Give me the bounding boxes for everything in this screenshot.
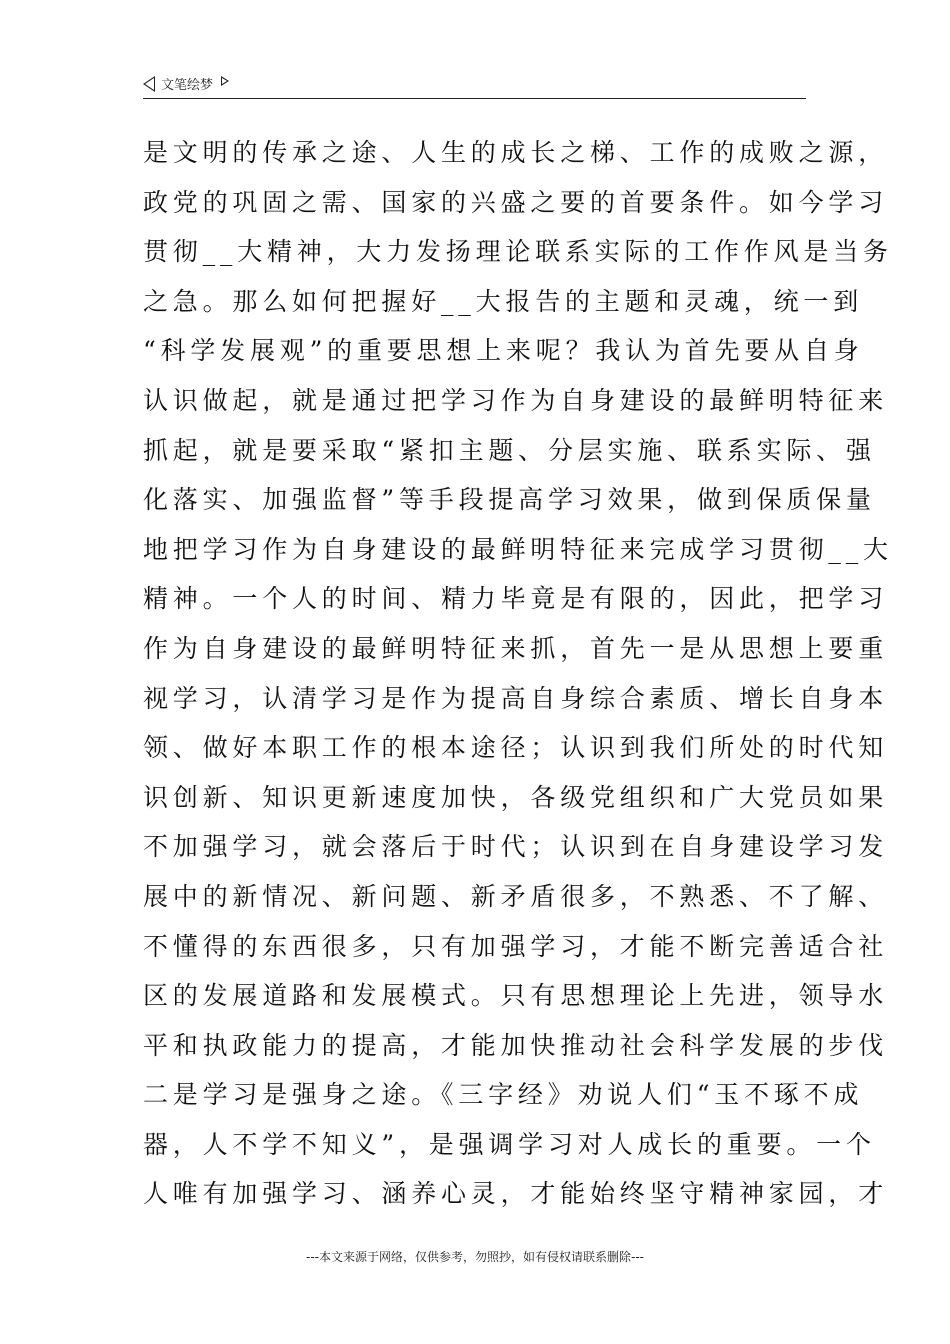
body-line: 平和执政能力的提高，才能加快推动社会科学发展的步伐 [143, 1030, 889, 1060]
body-line: 是文明的传承之途、人生的成长之梯、工作的成败之源， [143, 138, 889, 167]
body-line: 展中的新情况、新问题、新矛盾很多，不熟悉、不了解、 [143, 881, 889, 911]
body-line: 不懂得的东西很多，只有加强学习，才能不断完善适合社 [143, 931, 889, 961]
body-line: 化落实、加强监督”等手段提高学习效果，做到保质保量 [143, 485, 876, 515]
triangle-right-icon [221, 76, 229, 86]
body-line: 器，人不学不知义”，是强调学习对人成长的重要。一个 [143, 1129, 876, 1159]
body-line: 领、做好本职工作的根本途径；认识到我们所处的时代知 [143, 733, 889, 763]
body-line: 不加强学习，就会落后于时代；认识到在自身建设学习发 [143, 832, 889, 862]
page-header [143, 72, 806, 99]
body-line: 地把学习作为自身建设的最鲜明特征来完成学习贯彻__大 [143, 534, 893, 564]
header-title: 文笔绘梦 [161, 78, 214, 93]
body-line: 作为自身建设的最鲜明特征来抓，首先一是从思想上要重 [143, 633, 889, 663]
footer-notice: ---本文来源于网络，仅供参考，勿照抄，如有侵权请联系删除--- [306, 1250, 644, 1264]
body-line: 政党的巩固之需、国家的兴盛之要的首要条件。如今学习 [143, 187, 889, 217]
body-line: 识创新、知识更新速度加快，各级党组织和广大党员如果 [143, 782, 889, 812]
triangle-left-icon [143, 76, 155, 92]
body-line: 抓起，就是要采取“紧扣主题、分层实施、联系实际、强 [143, 435, 876, 465]
body-line: 精神。一个人的时间、精力毕竟是有限的，因此，把学习 [143, 584, 889, 614]
body-line: 区的发展道路和发展模式。只有思想理论上先进，领导水 [143, 981, 889, 1011]
body-line: 人唯有加强学习、涵养心灵，才能始终坚守精神家园，才 [143, 1179, 889, 1209]
body-line: 之急。那么如何把握好__大报告的主题和灵魂，统一到 [143, 286, 864, 316]
header-brand [143, 74, 229, 93]
body-line: “科学发展观”的重要思想上来呢？我认为首先要从自身 [143, 336, 864, 366]
body-line: 认识做起，就是通过把学习作为自身建设的最鲜明特征来 [143, 385, 889, 415]
body-line: 贯彻__大精神，大力发扬理论联系实际的工作作风是当务 [143, 237, 893, 267]
document-body [143, 128, 893, 1219]
body-line: 二是学习是强身之途。《三字经》劝说人们“玉不琢不成 [143, 1080, 864, 1110]
body-line: 视学习，认清学习是作为提高自身综合素质、增长自身本 [143, 683, 889, 713]
